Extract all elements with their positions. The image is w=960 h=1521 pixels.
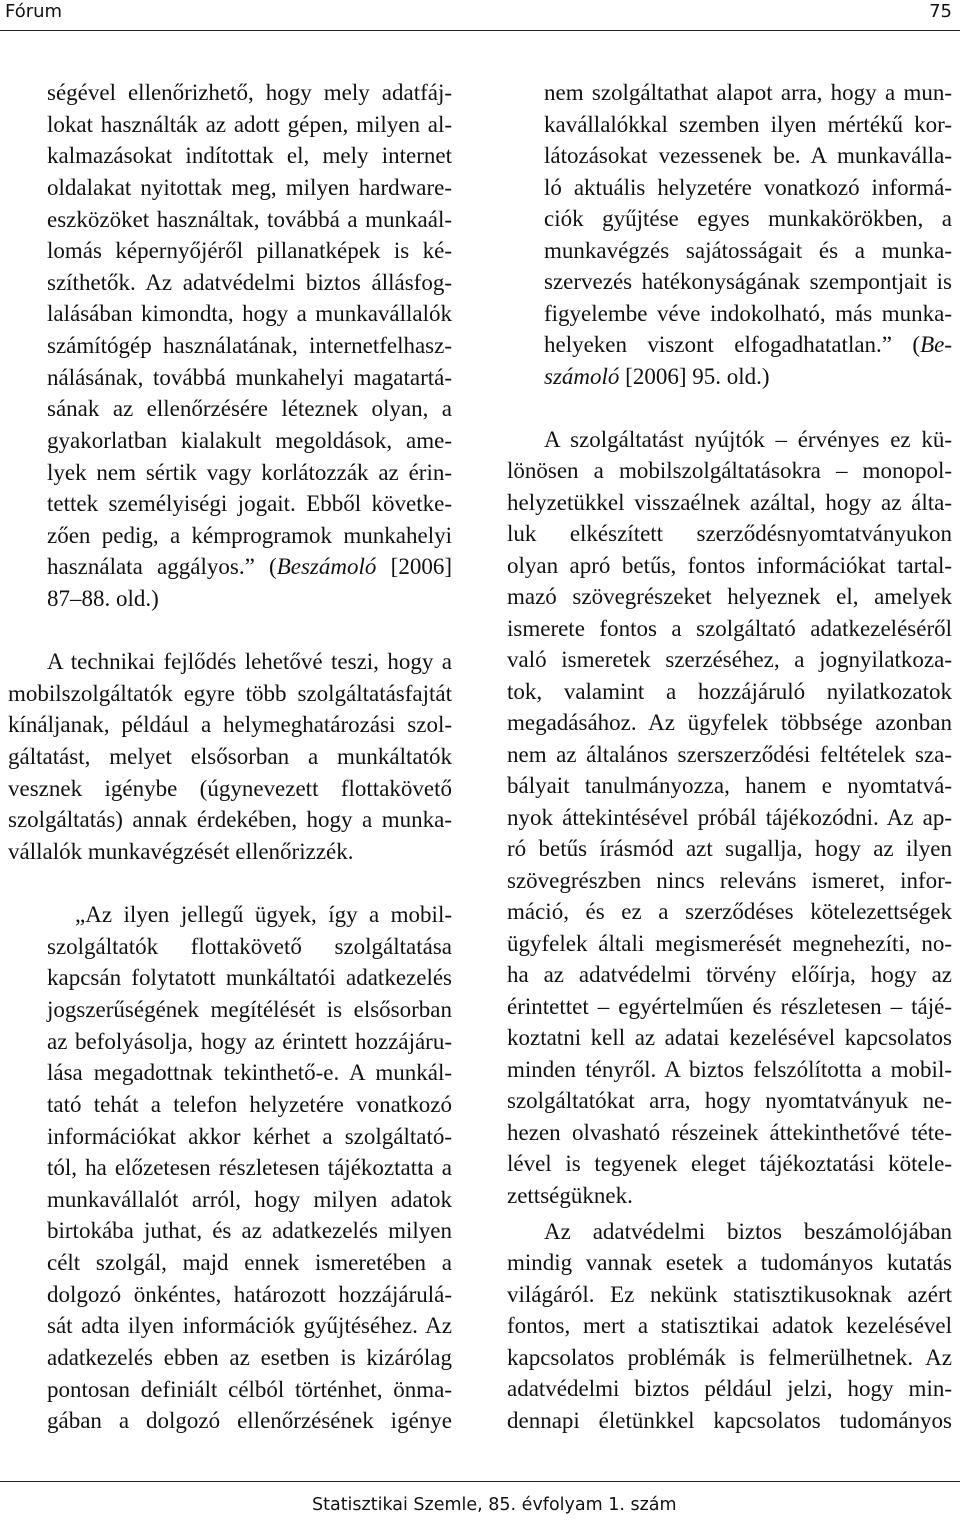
line-text: lása megadottnak tekinthető-e. A munkál- [47, 1060, 452, 1086]
line-text: oldalakat nyitottak meg, milyen hardware- [47, 174, 452, 200]
line-text: birtokába juthat, és az adatkezelés milyen [47, 1218, 452, 1244]
line-text: kalmazásokat indítottak el, mely internet [47, 143, 452, 169]
line-text: tettek személyiségi jogait. Ebből követke- [47, 491, 452, 517]
text-line [507, 1405, 952, 1437]
line-text: máció, és ez a szerződéses kötelezettségek [507, 899, 952, 924]
line-text: számítógép használatának, internetfelhasz- [47, 333, 452, 358]
text-line [507, 550, 952, 582]
text-line [507, 739, 952, 771]
line-text: ismerete fontos a szolgáltató adatkezeléséről [507, 615, 952, 641]
italic-text: Be- [920, 332, 952, 357]
line-text: lével is tegyenek eleget tájékoztatási kötele- [507, 1151, 952, 1176]
line-text: vesznek igénybe (úgynevezett flottakövető [8, 775, 452, 801]
section-title: Fórum [5, 1, 63, 22]
line-text: bályait tanulmányozza, hanem e nyomtatvá- [507, 773, 952, 798]
text-line [47, 551, 452, 583]
line-text: tól, ha előzetesen részletesen tájékoztatta a [47, 1155, 452, 1181]
text-line [507, 455, 952, 487]
line-text: hezen olvasható részeinek áttekinthetővé téte- [507, 1119, 952, 1145]
text-line [507, 1180, 952, 1212]
line-text: koztatni kell az adatai kezelésével kapcsolatos [507, 1025, 952, 1050]
line-text: szíthetők. Az adatvédelmi biztos állásfog- [47, 269, 452, 295]
line-text: A szolgáltatást nyújtók – érvényes ez kü- [544, 426, 952, 452]
text-line [507, 1342, 952, 1374]
text-line [47, 267, 452, 299]
line-text: lokat használták az adott gépen, milyen al- [47, 111, 452, 137]
text-line [507, 707, 952, 739]
line-text: munkavégzés sajátosságait és a munka- [544, 237, 952, 263]
line-text: 87–88. old.) [47, 586, 159, 611]
text-line [47, 1310, 452, 1342]
text-line [507, 581, 952, 613]
line-text: fontos, mert a statisztikai adatok kezelésével [507, 1313, 952, 1338]
text-line [47, 520, 452, 552]
text-line [507, 1054, 952, 1086]
text-line [507, 833, 952, 865]
text-line [507, 424, 952, 456]
line-text: „Az ilyen jellegű ügyek, így a mobil- [75, 902, 452, 928]
page-number: 75 [929, 1, 952, 22]
header-rule [0, 30, 960, 31]
text-line [47, 425, 452, 457]
text-line [47, 457, 452, 489]
text-line [47, 77, 452, 109]
text-line [507, 1117, 952, 1149]
text-line [47, 1279, 452, 1311]
text-line [544, 235, 952, 267]
line-text: látozásokat vezessenek be. A munkaválla- [544, 143, 952, 168]
line-text: gáltatást, melyet elsősorban a munkáltatók [8, 744, 452, 770]
text-line [47, 1405, 452, 1437]
text-line [507, 676, 952, 708]
line-text: mazó szövegrészeket helyeznek el, amelyek [507, 584, 952, 609]
line-text: helyzetükkel visszaélnek azáltal, hogy az álta- [507, 489, 952, 515]
text-line [47, 1026, 452, 1058]
line-text: Az adatvédelmi biztos beszámolójában [544, 1218, 952, 1244]
text-line [507, 928, 952, 960]
line-text: minden tényről. A biztos felszólította a mobil- [507, 1056, 952, 1082]
line-text: adatvédelmi biztos például jelzi, hogy min- [507, 1376, 952, 1401]
text-line [47, 298, 452, 330]
line-text: kapcsán folytatott munkáltatói adatkezelés [47, 965, 452, 991]
line-text: gában a dolgozó ellenőrzésének igénye [47, 1408, 452, 1434]
text-line [47, 172, 452, 204]
text-line [544, 298, 952, 330]
text-run: [2006] [376, 554, 452, 580]
text-line [507, 770, 952, 802]
line-text: ségével ellenőrizhető, hogy mely adatfáj- [47, 80, 452, 105]
text-line [47, 140, 452, 172]
text-line [47, 1184, 452, 1216]
text-line [47, 1089, 452, 1121]
journal-footer: Statisztikai Szemle, 85. évfolyam 1. szám [312, 1495, 677, 1515]
text-line [47, 1215, 452, 1247]
text-line [507, 865, 952, 897]
text-line [507, 613, 952, 645]
line-text: luk elkészített szerződésnyomtatványukon [507, 521, 952, 546]
line-text: ügyfelek általi megismerését megnehezíti, no- [507, 930, 952, 956]
line-text: eszközöket használtak, továbbá a munkaál- [47, 206, 452, 232]
footer-rule [0, 1481, 960, 1482]
text-line [507, 518, 952, 550]
line-text [47, 554, 452, 579]
line-text: kavállalókkal szemben ilyen mértékű kor- [544, 111, 952, 137]
text-line [47, 1057, 452, 1089]
body-paragraph [507, 424, 952, 1212]
text-line [544, 140, 952, 172]
line-text: sának az ellenőrzésére léteznek olyan, a [47, 396, 452, 422]
line-text: ró betűs írásmód azt sugallja, hogy az ilyen [507, 836, 952, 861]
line-text: szolgáltatókat arra, hogy nyomtatványuk ne- [507, 1088, 952, 1113]
text-run: [2006] 95. old.) [619, 363, 770, 389]
line-text: mobilszolgáltatók egyre több szolgáltatásfajtát [8, 680, 452, 706]
line-text [544, 332, 952, 357]
text-run: használata aggályos.” ( [47, 554, 277, 580]
text-line [8, 773, 452, 805]
line-text: dolgozó önkéntes, határozott hozzájárulá- [47, 1281, 452, 1307]
text-line [544, 77, 952, 109]
body-paragraph [8, 646, 452, 867]
text-line [47, 1247, 452, 1279]
italic-text: Beszámoló [276, 554, 377, 580]
line-text: nem szolgáltathat alapot arra, hogy a mun- [544, 80, 952, 105]
line-text: adatkezelés ebben az esetben is kizárólag [47, 1344, 452, 1370]
text-line [47, 330, 452, 362]
text-line [47, 362, 452, 394]
text-line [47, 583, 452, 615]
text-line [544, 361, 952, 393]
text-line [507, 1216, 952, 1248]
text-line [507, 959, 952, 991]
line-text: figyelembe véve indokolható, más munka- [544, 300, 952, 326]
text-line [507, 991, 952, 1023]
text-line [544, 203, 952, 235]
text-line [47, 235, 452, 267]
line-text: olyan apró betűs, fontos információkat tartal- [507, 552, 952, 578]
line-text: A technikai fejlődés lehetővé teszi, hogy a [47, 649, 452, 675]
line-text: ciók gyűjtése egyes munkakörökben, a [544, 206, 952, 231]
line-text: lyek nem sértik vagy korlátozzák az érin- [47, 459, 452, 485]
text-line [507, 1373, 952, 1405]
text-line [507, 1310, 952, 1342]
text-line [8, 646, 452, 678]
text-line [47, 1121, 452, 1153]
line-text: zően pedig, a kémprogramok munkahelyi [47, 522, 452, 548]
line-text: pontosan definiált célból történhet, önma- [47, 1376, 452, 1402]
text-line [507, 487, 952, 519]
line-text: ha az adatvédelmi törvény előírja, hogy az [507, 962, 952, 987]
line-text: lalásában kimondta, hogy a munkavállalók [47, 301, 452, 327]
line-text: vállalók munkavégzését ellenőrizzék. [8, 838, 354, 864]
line-text: nálásának, továbbá munkahelyi magatartá- [47, 364, 452, 390]
italic-text: számoló [544, 363, 620, 389]
text-line [47, 1152, 452, 1184]
text-line [47, 1374, 452, 1406]
right-column [507, 77, 952, 1436]
text-line [47, 1342, 452, 1374]
line-text: megadásához. Az ügyfelek többsége azonban [507, 710, 952, 735]
text-line [8, 678, 452, 710]
line-text: információkat akkor kérhet a szolgáltató- [47, 1123, 452, 1149]
line-text: dennapi életünkkel kapcsolatos tudományos [507, 1407, 952, 1433]
block-quote [507, 77, 952, 392]
text-run: helyeken viszont elfogadhatatlan.” ( [544, 332, 921, 357]
line-text: célt szolgál, majd ennek ismeretében a [47, 1250, 452, 1276]
text-line [47, 931, 452, 963]
line-text: kínáljanak, például a helymeghatározási szol- [8, 712, 452, 738]
text-line [47, 962, 452, 994]
text-line [507, 1085, 952, 1117]
text-line [8, 804, 452, 836]
line-text: szolgáltatók flottakövető szolgáltatása [47, 933, 452, 959]
text-line [47, 109, 452, 141]
text-line [507, 1279, 952, 1311]
line-text: kapcsolatos problémák is felmerülhetnek. Az [507, 1344, 952, 1370]
line-text [544, 364, 770, 389]
line-text: szövegrészben nincs releváns ismeret, infor- [507, 867, 952, 893]
text-line [507, 644, 952, 676]
text-line [47, 204, 452, 236]
line-text: szervezés hatékonyságának szempontjait is [544, 269, 952, 294]
line-text: mindig vannak esetek a tudományos kutatás [507, 1250, 952, 1275]
line-text: jogszerűségének megítélését is elsősorban [47, 997, 452, 1023]
text-line [507, 896, 952, 928]
line-text: nyok áttekintésével próbál tájékozódni. Az ap- [507, 804, 952, 830]
body-paragraph [507, 1216, 952, 1437]
line-text: sát adta ilyen információk gyűjtéséhez. Az [47, 1313, 452, 1339]
line-text: munkavállalót arról, hogy milyen adatok [47, 1186, 452, 1212]
text-line [8, 709, 452, 741]
text-line [544, 329, 952, 361]
line-text: nem az általános szerszerződési feltételek sza- [507, 741, 952, 767]
text-line [8, 741, 452, 773]
text-line [47, 994, 452, 1026]
line-text: gyakorlatban kialakult megoldások, ame- [47, 427, 452, 453]
line-text: zettségüknek. [507, 1182, 633, 1208]
text-line [544, 172, 952, 204]
line-text: az befolyásolja, hogy az érintett hozzájáru- [47, 1028, 452, 1054]
block-quote [8, 77, 452, 615]
text-line [8, 836, 452, 868]
line-text: való ismeretek szerzéséhez, a jognyilatkoza- [507, 647, 952, 672]
text-line [507, 1148, 952, 1180]
line-text: lomás képernyőjéről pillanatképek is ké- [47, 238, 452, 264]
text-line [507, 1022, 952, 1054]
line-text: szolgáltatás) annak érdekében, hogy a munka- [8, 807, 452, 833]
block-quote [8, 899, 452, 1437]
line-text: lönösen a mobilszolgáltatásokra – monopol- [507, 458, 952, 483]
text-line [507, 802, 952, 834]
line-text: tató tehát a telefon helyzetére vonatkozó [47, 1091, 452, 1117]
line-text: érintettet – egyértelműen és részletesen – tájé- [507, 993, 952, 1019]
line-text: ló aktuális helyzetére vonatkozó informá- [544, 174, 952, 200]
line-text: világáról. Ez nekünk statisztikusoknak azért [507, 1281, 952, 1307]
text-line [47, 488, 452, 520]
text-line [47, 899, 452, 931]
text-line [47, 393, 452, 425]
text-line [544, 266, 952, 298]
line-text: tok, valamint a hozzájáruló nyilatkozatok [507, 678, 952, 704]
text-line [544, 109, 952, 141]
left-column [8, 77, 452, 1437]
text-line [507, 1247, 952, 1279]
